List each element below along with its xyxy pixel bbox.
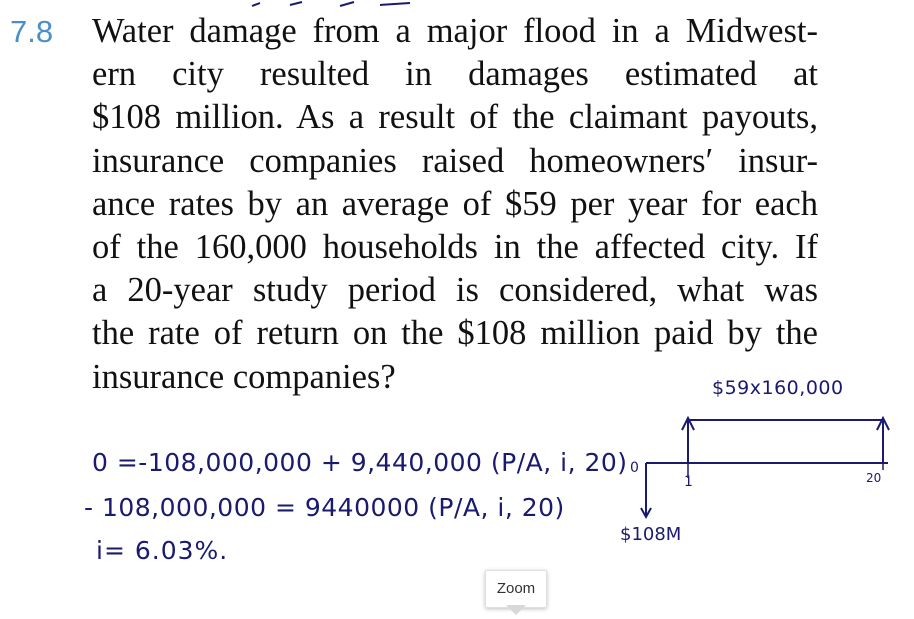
problem-line: $108 million. As a result of the claimant payouts, [92, 98, 818, 137]
problem-line: insurance companies? [92, 357, 396, 396]
top-edge-scribble [250, 0, 420, 8]
zoom-tooltip-pointer [506, 605, 526, 615]
cf-label-one: 1 [684, 474, 693, 490]
zoom-button[interactable]: Zoom [485, 570, 547, 608]
problem-line: insurance companies raised homeowners′ insur- [92, 141, 818, 180]
problem-line: ance rates by an average of $59 per year for each [92, 184, 818, 223]
cf-label-twenty: 20 [866, 471, 882, 485]
problem-line: Water damage from a major flood in a Midwest- [92, 12, 818, 50]
problem-line: a 20-year study period is considered, what was [92, 271, 818, 310]
problem-line: the rate of return on the $108 million paid by the [92, 314, 818, 353]
equation-line-2: - 108,000,000 = 9440000 (P/A, i, 20) [84, 493, 565, 522]
annual-benefit-annotation: $59x160,000 [712, 377, 844, 399]
problem-line: of the 160,000 households in the affected city. If [92, 228, 818, 267]
equation-line-1: 0 =-108,000,000 + 9,440,000 (P/A, i, 20) [92, 448, 628, 477]
problem-statement [92, 10, 818, 399]
problem-number: 7.8 [10, 14, 54, 49]
cf-outflow-label: $108M [620, 524, 682, 545]
problem-line: ern city resulted in damages estimated at [92, 55, 818, 94]
cf-label-zero: 0 [630, 460, 639, 476]
answer-line: i= 6.03%. [96, 536, 229, 565]
